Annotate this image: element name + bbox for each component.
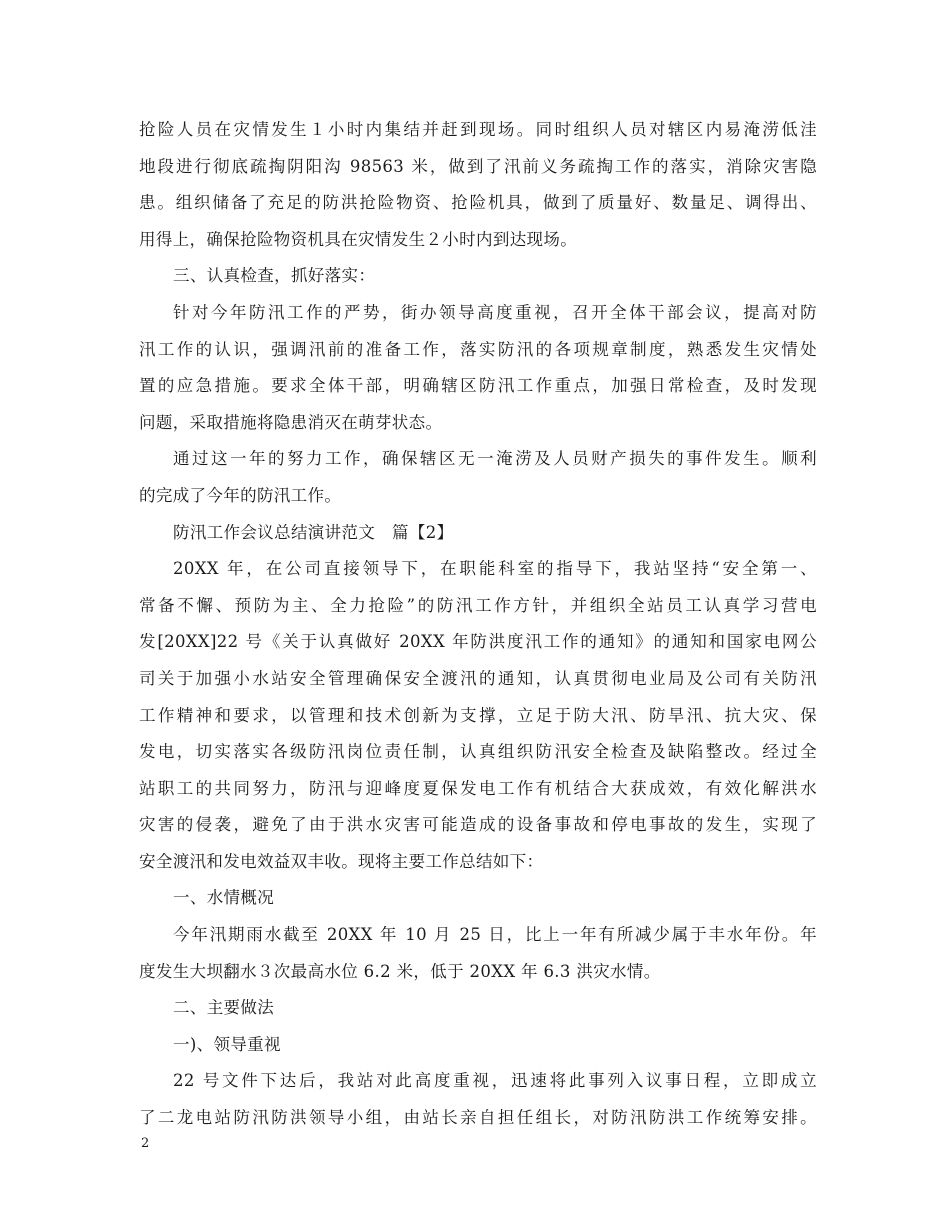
text-line: 司关于加强小水站安全管理确保安全渡汛的通知，认真贯彻电业局及公司有关防汛: [139, 668, 817, 688]
text-line: 今年汛期雨水截至 20XX 年 10 月 25 日，比上一年有所减少属于丰水年份。年: [173, 925, 817, 945]
text-line: 汛工作的认识，强调汛前的准备工作，落实防汛的各项规章制度，熟悉发生灾情处: [139, 339, 817, 359]
text-line: 发电，切实落实各级防汛岗位责任制，认真组织防汛安全检查及缺陷整改。经过全: [139, 742, 817, 762]
text-line: 常备不懈、预防为主、全力抢险”的防汛工作方针，并组织全站员工认真学习营电: [139, 595, 817, 615]
text-line: 一)、领导重视: [173, 1034, 281, 1054]
text-line: 针对今年防汛工作的严势，街办领导高度重视，召开全体干部会议，提高对防: [173, 302, 817, 322]
text-line: 置的应急措施。要求全体干部，明确辖区防汛工作重点，加强日常检查，及时发现: [139, 376, 817, 396]
text-line: 一、水情概况: [173, 888, 275, 908]
page-number: 2: [141, 1136, 150, 1151]
text-line: 灾害的侵袭，避免了由于洪水灾害可能造成的设备事故和停电事故的发生，实现了: [139, 815, 817, 835]
text-line: 站职工的共同努力，防汛与迎峰度夏保发电工作有机结合大获成效，有效化解洪水: [139, 778, 817, 798]
text-line: 安全渡汛和发电效益双丰收。现将主要工作总结如下：: [139, 851, 544, 871]
text-line: 20XX 年，在公司直接领导下，在职能科室的指导下，我站坚持“安全第一、: [173, 559, 817, 579]
text-line: 工作精神和要求，以管理和技术创新为支撑，立足于防大汛、防旱汛、抗大灾、保: [139, 705, 817, 725]
text-line: 地段进行彻底疏掏阴阳沟 98563 米，做到了汛前义务疏掏工作的落实，消除灾害隐: [139, 156, 817, 176]
text-line: 22 号文件下达后，我站对此高度重视，迅速将此事列入议事日程，立即成立: [173, 1071, 817, 1091]
text-line: 问题，采取措施将隐患消灭在萌芽状态。: [139, 412, 443, 432]
text-line: 通过这一年的努力工作，确保辖区无一淹涝及人员财产损失的事件发生。顺利: [173, 449, 817, 469]
text-line: 患。组织储备了充足的防洪抢险物资、抢险机具，做到了质量好、数量足、调得出、: [139, 193, 817, 213]
text-line: 二、主要做法: [173, 998, 275, 1018]
document-body: [139, 112, 817, 1137]
text-line: 发[20XX]22 号《关于认真做好 20XX 年防洪度汛工作的通知》的通知和国家电网公: [139, 632, 817, 652]
text-line: 抢险人员在灾情发生１小时内集结并赶到现场。同时组织人员对辖区内易淹涝低洼: [139, 120, 817, 139]
text-line: 的完成了今年的防汛工作。: [139, 485, 342, 505]
text-line: 防汛工作会议总结演讲范文 篇【2】: [173, 522, 454, 542]
text-line: 三、认真检查，抓好落实：: [173, 266, 376, 286]
text-line: 了二龙电站防汛防洪领导小组，由站长亲自担任组长，对防汛防洪工作统筹安排。: [139, 1108, 817, 1128]
text-line: 用得上，确保抢险物资机具在灾情发生２小时内到达现场。: [139, 229, 578, 249]
text-line: 度发生大坝翻水３次最高水位 6.2 米，低于 20XX 年 6.3 洪灾水情。: [139, 961, 661, 981]
